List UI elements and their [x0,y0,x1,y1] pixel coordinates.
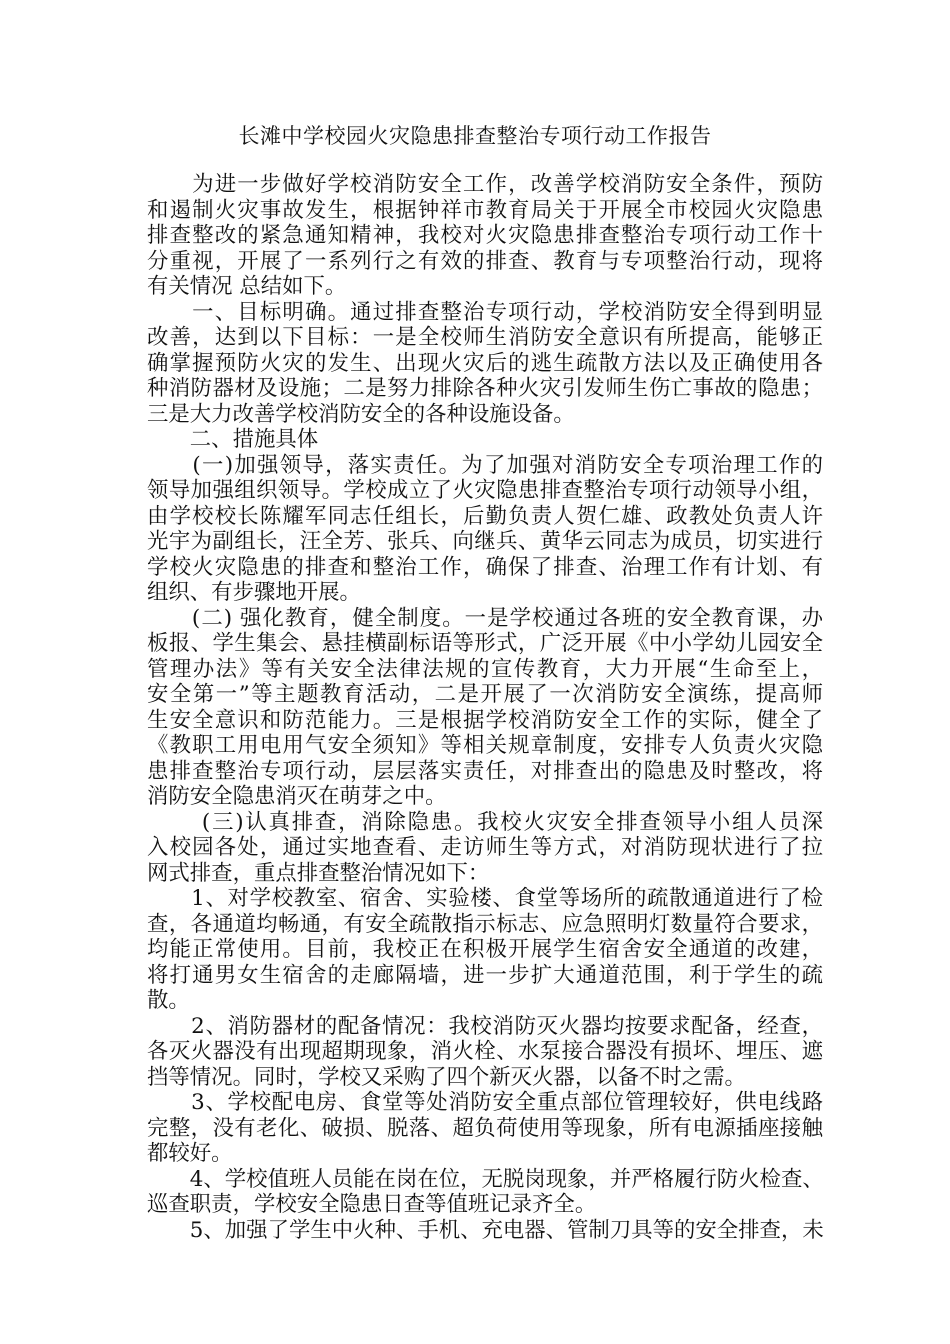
text-line: 《教职工用电用气安全须知》等相关规章制度，安排专人负责火灾隐 [147,733,823,758]
text-line: 5、加强了学生中火种、手机、充电器、管制刀具等的安全排查，未 [147,1217,824,1243]
text-line: 安全第一”等主题教育活动，二是开展了一次消防安全演练，提高师 [147,682,823,707]
text-line: 种消防器材及设施；二是努力排除各种火灾引发师生伤亡事故的隐患； [147,376,823,401]
text-line: 有关情况 总结如下。 [147,274,347,299]
text-line: 光宇为副组长，汪全芳、张兵、向继兵、黄华云同志为成员，切实进行 [147,529,823,554]
text-line: 完整，没有老化、破损、脱落、超负荷使用等现象，所有电源插座接触 [147,1115,823,1141]
text-line: (三)认真排查，消除隐患。我校火灾安全排查领导小组人员深 [147,809,823,835]
text-line: 网式排查，重点排查整治情况如下： [147,860,490,886]
text-line: 分重视，开展了一系列行之有效的排查、教育与专项整治行动，现将 [147,248,823,274]
text-line: 由学校校长陈耀军同志任组长，后勤负责人贺仁雄、政教处负责人许 [147,503,823,529]
text-line: 巡查职责，学校安全隐患日查等值班记录齐全。 [147,1192,597,1217]
text-line: 4、学校值班人员能在岗在位，无脱岗现象，并严格履行防火检查、 [147,1166,824,1192]
text-line: 确掌握预防火灾的发生、出现火灾后的逃生疏散方法以及正确使用各 [147,350,823,376]
text-line: 一、目标明确。通过排查整治专项行动，学校消防安全得到明显 [147,299,823,325]
text-line: 将打通男女生宿舍的走廊隔墙，进一步扩大通道范围，利于学生的疏 [147,962,823,988]
text-line: 和遏制火灾事故发生，根据钟祥市教育局关于开展全市校园火灾隐患 [147,197,823,223]
text-line: 板报、学生集会、悬挂横副标语等形式，广泛开展《中小学幼儿园安全 [147,631,823,656]
text-line: 三是大力改善学校消防安全的各种设施设备。 [147,401,575,427]
text-line: 生安全意识和防范能力。三是根据学校消防安全工作的实际，健全了 [147,707,823,733]
text-line: 都较好。 [147,1141,233,1166]
text-line: 管理办法》等有关安全法律法规的宣传教育，大力开展“生命至上， [147,656,823,682]
text-line: 3、学校配电房、食堂等处消防安全重点部位管理较好，供电线路 [147,1090,823,1115]
text-line: 均能正常使用。目前，我校正在积极开展学生宿舍安全通道的改建， [147,937,823,962]
text-line: 患排查整治专项行动，层层落实责任，对排查出的隐患及时整改，将 [147,758,823,784]
text-line: 为进一步做好学校消防安全工作，改善学校消防安全条件，预防 [147,172,823,197]
document-body [147,172,823,1243]
text-line: 二、措施具体 [147,427,319,452]
text-line: 改善，达到以下目标：一是全校师生消防安全意识有所提高，能够正 [147,325,823,350]
text-line: 排查整改的紧急通知精神，我校对火灾隐患排查整治专项行动工作十 [147,223,823,248]
text-line: 2、消防器材的配备情况：我校消防灭火器均按要求配备，经查， [147,1013,823,1039]
text-line: 查，各通道均畅通，有安全疏散指示标志、应急照明灯数量符合要求， [147,911,823,937]
text-line: 入校园各处，通过实地查看、走访师生等方式，对消防现状进行了拉 [147,835,823,860]
text-line: 领导加强组织领导。学校成立了火灾隐患排查整治专项行动领导小组， [147,478,823,503]
text-line: 组织、有步骤地开展。 [147,580,361,605]
text-line: 消防安全隐患消灭在萌芽之中。 [147,784,447,809]
text-line: 各灭火器没有出现超期现象，消火栓、水泵接合器没有损坏、埋压、遮 [147,1039,823,1064]
document-title: 长滩中学校园火灾隐患排查整治专项行动工作报告 [238,124,712,148]
text-line: (一)加强领导，落实责任。为了加强对消防安全专项治理工作的 [147,452,823,478]
text-line: 1、对学校教室、宿舍、实验楼、食堂等场所的疏散通道进行了检 [147,886,823,911]
text-line: (二) 强化教育，健全制度。一是学校通过各班的安全教育课，办 [147,605,823,631]
text-line: 散。 [147,988,190,1013]
text-line: 挡等情况。同时，学校又采购了四个新灭火器，以备不时之需。 [147,1064,746,1090]
text-line: 学校火灾隐患的排查和整治工作，确保了排查、治理工作有计划、有 [147,554,823,580]
